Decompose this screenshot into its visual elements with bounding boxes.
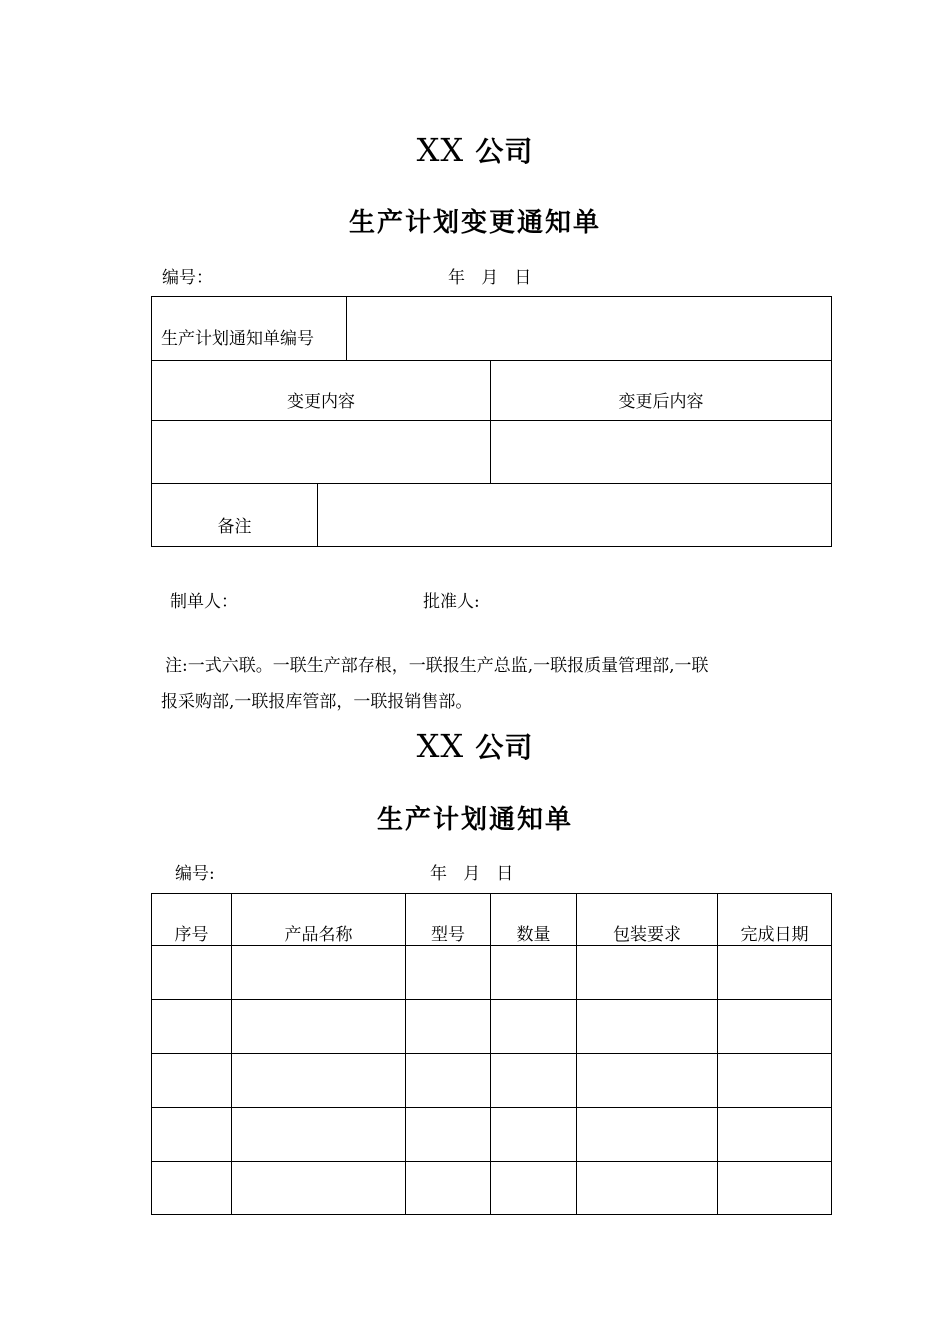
table-cell[interactable]: [232, 1108, 406, 1162]
col-header-packaging: 包装要求: [577, 894, 718, 946]
number-label: 编号:: [175, 864, 215, 884]
change-content-header: 变更内容: [152, 361, 491, 421]
table-cell[interactable]: [232, 946, 406, 1000]
table-cell[interactable]: [577, 1054, 718, 1108]
table-cell[interactable]: [152, 1162, 232, 1215]
after-change-content-header: 变更后内容: [491, 361, 832, 421]
table-cell[interactable]: [491, 1162, 577, 1215]
form-title-change-notice: 生产计划变更通知单: [348, 208, 601, 238]
table-cell[interactable]: [491, 1000, 577, 1054]
table-cell[interactable]: [232, 1054, 406, 1108]
table-cell[interactable]: [152, 1000, 232, 1054]
remark-value-cell[interactable]: [318, 484, 832, 547]
table-cell[interactable]: [152, 946, 232, 1000]
plan-number-label-cell: 生产计划通知单编号: [152, 297, 347, 361]
company-latin: XX: [416, 727, 465, 765]
date-label: 年 月 日: [430, 864, 514, 884]
date-label: 年 月 日: [448, 268, 532, 288]
col-header-product-name: 产品名称: [232, 894, 406, 946]
change-notice-table: [151, 296, 832, 547]
company-latin: XX: [416, 131, 465, 169]
preparer-label: 制单人：: [170, 592, 238, 612]
col-header-model: 型号: [406, 894, 491, 946]
table-row: [152, 1162, 832, 1215]
table-cell[interactable]: [232, 1162, 406, 1215]
table-row: [152, 1108, 832, 1162]
table-cell[interactable]: [718, 1000, 832, 1054]
table-cell[interactable]: [406, 1054, 491, 1108]
number-label: 编号：: [162, 268, 213, 288]
plan-number-value-cell[interactable]: [347, 297, 832, 361]
table-row: [152, 1054, 832, 1108]
table-cell[interactable]: [152, 1108, 232, 1162]
company-cn: 公司: [475, 731, 534, 764]
table-cell[interactable]: [718, 1054, 832, 1108]
table-row: [152, 946, 832, 1000]
table-cell[interactable]: [577, 1108, 718, 1162]
table-cell[interactable]: [577, 946, 718, 1000]
change-content-cell[interactable]: [152, 421, 491, 484]
table-cell[interactable]: [406, 1000, 491, 1054]
table-cell[interactable]: [152, 1054, 232, 1108]
approver-label: 批准人:: [423, 592, 480, 612]
table-cell[interactable]: [718, 1108, 832, 1162]
table-cell[interactable]: [406, 946, 491, 1000]
col-header-quantity: 数量: [491, 894, 577, 946]
form-title-plan-notice: 生产计划通知单: [376, 805, 573, 835]
table-cell[interactable]: [577, 1000, 718, 1054]
company-heading-2: [0, 726, 950, 766]
company-heading-1: [0, 130, 950, 170]
table-row: [152, 1000, 832, 1054]
table-cell[interactable]: [491, 946, 577, 1000]
note-line-1: 注:一式六联。一联生产部存根，一联报生产总监,一联报质量管理部,一联: [165, 656, 709, 676]
table-cell[interactable]: [577, 1162, 718, 1215]
table-cell[interactable]: [406, 1108, 491, 1162]
table-cell[interactable]: [718, 946, 832, 1000]
table-cell[interactable]: [232, 1000, 406, 1054]
table-cell[interactable]: [718, 1162, 832, 1215]
table-cell[interactable]: [491, 1108, 577, 1162]
col-header-completion-date: 完成日期: [718, 894, 832, 946]
table-cell[interactable]: [406, 1162, 491, 1215]
table-cell[interactable]: [491, 1054, 577, 1108]
company-cn: 公司: [475, 135, 534, 168]
plan-notice-table: [151, 893, 832, 1215]
remark-label-cell: 备注: [152, 484, 318, 547]
after-change-content-cell[interactable]: [491, 421, 832, 484]
note-line-2: 报采购部,一联报库管部，一联报销售部。: [161, 692, 473, 712]
col-header-index: 序号: [152, 894, 232, 946]
